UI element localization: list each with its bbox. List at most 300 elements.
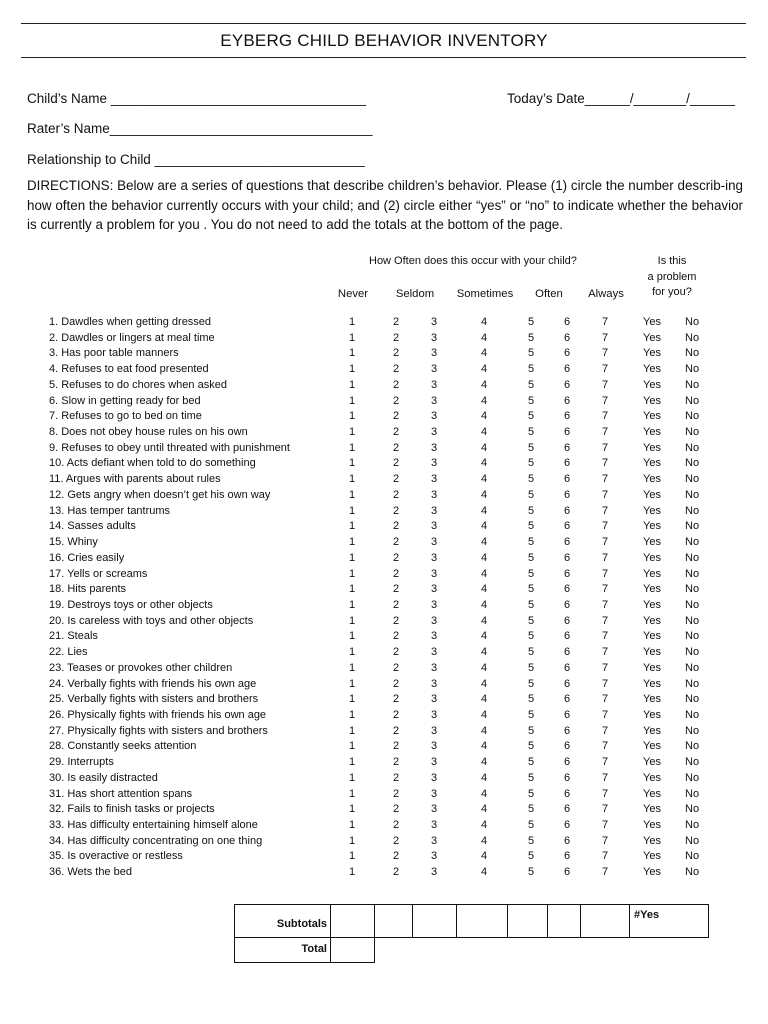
no-option[interactable]: No <box>685 347 700 360</box>
rating-option[interactable]: 5 <box>527 394 535 407</box>
no-option[interactable]: No <box>685 394 700 407</box>
rating-option[interactable]: 5 <box>527 520 535 533</box>
rating-option[interactable]: 1 <box>348 410 356 423</box>
rating-option[interactable]: 6 <box>563 426 571 439</box>
no-option[interactable]: No <box>685 850 700 863</box>
rating-option[interactable]: 7 <box>601 473 609 486</box>
rating-option[interactable]: 5 <box>527 677 535 690</box>
rating-option[interactable]: 6 <box>563 536 571 549</box>
rating-option[interactable]: 2 <box>392 803 400 816</box>
no-option[interactable]: No <box>685 583 700 596</box>
yes-option[interactable]: Yes <box>643 363 661 376</box>
rating-option[interactable]: 3 <box>430 740 438 753</box>
yes-option[interactable]: Yes <box>643 630 661 643</box>
rating-option[interactable]: 1 <box>348 614 356 627</box>
yes-option[interactable]: Yes <box>643 567 661 580</box>
rating-option[interactable]: 2 <box>392 819 400 832</box>
yes-option[interactable]: Yes <box>643 771 661 784</box>
rating-option[interactable]: 2 <box>392 866 400 879</box>
rating-option[interactable]: 7 <box>601 378 609 391</box>
no-option[interactable]: No <box>685 740 700 753</box>
rating-option[interactable]: 2 <box>392 410 400 423</box>
rating-option[interactable]: 5 <box>527 504 535 517</box>
rating-option[interactable]: 4 <box>480 614 488 627</box>
rating-option[interactable]: 2 <box>392 316 400 328</box>
rating-option[interactable]: 2 <box>392 583 400 596</box>
rating-option[interactable]: 5 <box>527 756 535 769</box>
rating-option[interactable]: 7 <box>601 536 609 549</box>
no-option[interactable]: No <box>685 316 700 328</box>
rating-option[interactable]: 1 <box>348 834 356 847</box>
rating-option[interactable]: 1 <box>348 536 356 549</box>
yes-option[interactable]: Yes <box>643 410 661 423</box>
rating-option[interactable]: 6 <box>563 567 571 580</box>
rating-option[interactable]: 5 <box>527 709 535 721</box>
rating-option[interactable]: 4 <box>480 866 488 879</box>
no-option[interactable]: No <box>685 457 700 470</box>
rating-option[interactable]: 3 <box>430 803 438 816</box>
rating-option[interactable]: 4 <box>480 488 488 501</box>
rating-option[interactable]: 2 <box>392 756 400 769</box>
rating-option[interactable]: 4 <box>480 709 488 721</box>
rating-option[interactable]: 1 <box>348 331 356 344</box>
rating-option[interactable]: 1 <box>348 551 356 564</box>
rating-option[interactable]: 7 <box>601 551 609 564</box>
yes-option[interactable]: Yes <box>643 520 661 533</box>
rating-option[interactable]: 5 <box>527 473 535 486</box>
no-option[interactable]: No <box>685 661 700 674</box>
no-option[interactable]: No <box>685 378 700 391</box>
no-option[interactable]: No <box>685 598 700 611</box>
rating-option[interactable]: 3 <box>430 646 438 659</box>
rating-option[interactable]: 2 <box>392 536 400 549</box>
rating-option[interactable]: 6 <box>563 316 571 328</box>
rating-option[interactable]: 4 <box>480 630 488 643</box>
yes-option[interactable]: Yes <box>643 646 661 659</box>
yes-option[interactable]: Yes <box>643 426 661 439</box>
rating-option[interactable]: 4 <box>480 661 488 674</box>
rating-option[interactable]: 4 <box>480 457 488 470</box>
rating-option[interactable]: 3 <box>430 426 438 439</box>
no-option[interactable]: No <box>685 819 700 832</box>
rating-option[interactable]: 3 <box>430 551 438 564</box>
rating-option[interactable]: 2 <box>392 677 400 690</box>
rating-option[interactable]: 6 <box>563 551 571 564</box>
rating-option[interactable]: 3 <box>430 488 438 501</box>
rating-option[interactable]: 2 <box>392 551 400 564</box>
rating-option[interactable]: 5 <box>527 426 535 439</box>
rating-option[interactable]: 4 <box>480 693 488 706</box>
no-option[interactable]: No <box>685 724 700 737</box>
rating-option[interactable]: 2 <box>392 457 400 470</box>
rating-option[interactable]: 3 <box>430 457 438 470</box>
rating-option[interactable]: 6 <box>563 331 571 344</box>
rating-option[interactable]: 2 <box>392 850 400 863</box>
rating-option[interactable]: 1 <box>348 756 356 769</box>
rating-option[interactable]: 2 <box>392 426 400 439</box>
rating-option[interactable]: 7 <box>601 724 609 737</box>
rating-option[interactable]: 1 <box>348 598 356 611</box>
rating-option[interactable]: 3 <box>430 709 438 721</box>
rating-option[interactable]: 4 <box>480 551 488 564</box>
rating-option[interactable]: 7 <box>601 787 609 800</box>
rating-option[interactable]: 3 <box>430 771 438 784</box>
rating-option[interactable]: 1 <box>348 630 356 643</box>
rating-option[interactable]: 4 <box>480 520 488 533</box>
rating-option[interactable]: 3 <box>430 473 438 486</box>
rating-option[interactable]: 1 <box>348 457 356 470</box>
rating-option[interactable]: 6 <box>563 394 571 407</box>
rating-option[interactable]: 7 <box>601 803 609 816</box>
rating-option[interactable]: 3 <box>430 363 438 376</box>
no-option[interactable]: No <box>685 331 700 344</box>
rating-option[interactable]: 3 <box>430 850 438 863</box>
rating-option[interactable]: 3 <box>430 567 438 580</box>
rating-option[interactable]: 1 <box>348 488 356 501</box>
rating-option[interactable]: 7 <box>601 347 609 360</box>
rating-option[interactable]: 7 <box>601 661 609 674</box>
rating-option[interactable]: 3 <box>430 724 438 737</box>
no-option[interactable]: No <box>685 410 700 423</box>
rating-option[interactable]: 6 <box>563 803 571 816</box>
rating-option[interactable]: 1 <box>348 787 356 800</box>
rating-option[interactable]: 6 <box>563 457 571 470</box>
yes-option[interactable]: Yes <box>643 614 661 627</box>
rating-option[interactable]: 5 <box>527 834 535 847</box>
rating-option[interactable]: 6 <box>563 598 571 611</box>
rating-option[interactable]: 6 <box>563 756 571 769</box>
no-option[interactable]: No <box>685 693 700 706</box>
rating-option[interactable]: 1 <box>348 740 356 753</box>
rating-option[interactable]: 3 <box>430 677 438 690</box>
yes-option[interactable]: Yes <box>643 331 661 344</box>
rating-option[interactable]: 4 <box>480 347 488 360</box>
rating-option[interactable]: 1 <box>348 677 356 690</box>
no-option[interactable]: No <box>685 536 700 549</box>
rating-option[interactable]: 4 <box>480 316 488 328</box>
rating-option[interactable]: 5 <box>527 771 535 784</box>
rating-option[interactable]: 3 <box>430 504 438 517</box>
yes-option[interactable]: Yes <box>643 347 661 360</box>
yes-option[interactable]: Yes <box>643 693 661 706</box>
rating-option[interactable]: 5 <box>527 866 535 879</box>
yes-option[interactable]: Yes <box>643 661 661 674</box>
rating-option[interactable]: 6 <box>563 850 571 863</box>
rating-option[interactable]: 1 <box>348 709 356 721</box>
rating-option[interactable]: 2 <box>392 787 400 800</box>
rating-option[interactable]: 4 <box>480 536 488 549</box>
rating-option[interactable]: 2 <box>392 661 400 674</box>
rating-option[interactable]: 6 <box>563 866 571 879</box>
no-option[interactable]: No <box>685 426 700 439</box>
rating-option[interactable]: 1 <box>348 819 356 832</box>
rating-option[interactable]: 7 <box>601 426 609 439</box>
rating-option[interactable]: 5 <box>527 410 535 423</box>
rating-option[interactable]: 7 <box>601 756 609 769</box>
no-option[interactable]: No <box>685 488 700 501</box>
no-option[interactable]: No <box>685 803 700 816</box>
rating-option[interactable]: 3 <box>430 583 438 596</box>
rating-option[interactable]: 3 <box>430 410 438 423</box>
rating-option[interactable]: 5 <box>527 630 535 643</box>
rating-option[interactable]: 4 <box>480 441 488 454</box>
rating-option[interactable]: 5 <box>527 488 535 501</box>
rating-option[interactable]: 4 <box>480 363 488 376</box>
rating-option[interactable]: 7 <box>601 819 609 832</box>
rating-option[interactable]: 7 <box>601 410 609 423</box>
rating-option[interactable]: 3 <box>430 520 438 533</box>
rating-option[interactable]: 5 <box>527 646 535 659</box>
rating-option[interactable]: 2 <box>392 567 400 580</box>
rating-option[interactable]: 6 <box>563 661 571 674</box>
rating-option[interactable]: 5 <box>527 787 535 800</box>
rating-option[interactable]: 3 <box>430 661 438 674</box>
yes-option[interactable]: Yes <box>643 598 661 611</box>
rating-option[interactable]: 4 <box>480 426 488 439</box>
no-option[interactable]: No <box>685 520 700 533</box>
rating-option[interactable]: 4 <box>480 756 488 769</box>
rating-option[interactable]: 2 <box>392 520 400 533</box>
rating-option[interactable]: 7 <box>601 693 609 706</box>
yes-option[interactable]: Yes <box>643 850 661 863</box>
rating-option[interactable]: 5 <box>527 850 535 863</box>
rating-option[interactable]: 7 <box>601 850 609 863</box>
rating-option[interactable]: 4 <box>480 819 488 832</box>
yes-option[interactable]: Yes <box>643 803 661 816</box>
no-option[interactable]: No <box>685 756 700 769</box>
rating-option[interactable]: 3 <box>430 866 438 879</box>
no-option[interactable]: No <box>685 551 700 564</box>
rating-option[interactable]: 7 <box>601 646 609 659</box>
no-option[interactable]: No <box>685 771 700 784</box>
rating-option[interactable]: 4 <box>480 740 488 753</box>
rating-option[interactable]: 6 <box>563 740 571 753</box>
rating-option[interactable]: 3 <box>430 756 438 769</box>
rating-option[interactable]: 1 <box>348 441 356 454</box>
rating-option[interactable]: 3 <box>430 316 438 328</box>
rating-option[interactable]: 2 <box>392 394 400 407</box>
rating-option[interactable]: 3 <box>430 536 438 549</box>
rating-option[interactable]: 6 <box>563 614 571 627</box>
rating-option[interactable]: 4 <box>480 504 488 517</box>
yes-option[interactable]: Yes <box>643 819 661 832</box>
rating-option[interactable]: 6 <box>563 771 571 784</box>
rating-option[interactable]: 2 <box>392 646 400 659</box>
rating-option[interactable]: 7 <box>601 457 609 470</box>
rating-option[interactable]: 7 <box>601 583 609 596</box>
yes-option[interactable]: Yes <box>643 677 661 690</box>
rating-option[interactable]: 3 <box>430 834 438 847</box>
rating-option[interactable]: 2 <box>392 630 400 643</box>
yes-option[interactable]: Yes <box>643 394 661 407</box>
rating-option[interactable]: 7 <box>601 441 609 454</box>
childs-name-field[interactable]: Child’s Name __________________________________ <box>27 91 367 106</box>
yes-option[interactable]: Yes <box>643 457 661 470</box>
rating-option[interactable]: 2 <box>392 740 400 753</box>
rating-option[interactable]: 6 <box>563 630 571 643</box>
rating-option[interactable]: 4 <box>480 803 488 816</box>
rating-option[interactable]: 2 <box>392 347 400 360</box>
relationship-field[interactable]: Relationship to Child ____________________________ <box>27 152 365 167</box>
rating-option[interactable]: 7 <box>601 866 609 879</box>
rating-option[interactable]: 1 <box>348 803 356 816</box>
yes-option[interactable]: Yes <box>643 316 661 328</box>
no-option[interactable]: No <box>685 834 700 847</box>
yes-option[interactable]: Yes <box>643 583 661 596</box>
rating-option[interactable]: 1 <box>348 363 356 376</box>
no-option[interactable]: No <box>685 504 700 517</box>
rating-option[interactable]: 2 <box>392 693 400 706</box>
rating-option[interactable]: 2 <box>392 488 400 501</box>
rating-option[interactable]: 1 <box>348 850 356 863</box>
rating-option[interactable]: 6 <box>563 410 571 423</box>
no-option[interactable]: No <box>685 473 700 486</box>
no-option[interactable]: No <box>685 709 700 721</box>
rating-option[interactable]: 6 <box>563 363 571 376</box>
rating-option[interactable]: 7 <box>601 488 609 501</box>
rating-option[interactable]: 1 <box>348 583 356 596</box>
rating-option[interactable]: 2 <box>392 724 400 737</box>
rating-option[interactable]: 4 <box>480 410 488 423</box>
rating-option[interactable]: 2 <box>392 363 400 376</box>
yes-option[interactable]: Yes <box>643 756 661 769</box>
rating-option[interactable]: 6 <box>563 646 571 659</box>
rating-option[interactable]: 4 <box>480 646 488 659</box>
rating-option[interactable]: 5 <box>527 740 535 753</box>
rating-option[interactable]: 3 <box>430 630 438 643</box>
rating-option[interactable]: 3 <box>430 331 438 344</box>
rating-option[interactable]: 2 <box>392 771 400 784</box>
rating-option[interactable]: 2 <box>392 378 400 391</box>
rating-option[interactable]: 7 <box>601 331 609 344</box>
rating-option[interactable]: 4 <box>480 850 488 863</box>
rating-option[interactable]: 6 <box>563 724 571 737</box>
yes-option[interactable]: Yes <box>643 551 661 564</box>
no-option[interactable]: No <box>685 567 700 580</box>
yes-option[interactable]: Yes <box>643 834 661 847</box>
rating-option[interactable]: 6 <box>563 347 571 360</box>
yes-option[interactable]: Yes <box>643 504 661 517</box>
rating-option[interactable]: 4 <box>480 378 488 391</box>
rating-option[interactable]: 5 <box>527 819 535 832</box>
rating-option[interactable]: 5 <box>527 598 535 611</box>
rating-option[interactable]: 7 <box>601 504 609 517</box>
rating-option[interactable]: 6 <box>563 504 571 517</box>
rating-option[interactable]: 4 <box>480 567 488 580</box>
rating-option[interactable]: 4 <box>480 598 488 611</box>
rating-option[interactable]: 5 <box>527 316 535 328</box>
rating-option[interactable]: 5 <box>527 441 535 454</box>
rating-option[interactable]: 2 <box>392 331 400 344</box>
rating-option[interactable]: 4 <box>480 583 488 596</box>
rating-option[interactable]: 1 <box>348 394 356 407</box>
rating-option[interactable]: 4 <box>480 394 488 407</box>
rating-option[interactable]: 4 <box>480 473 488 486</box>
rating-option[interactable]: 5 <box>527 583 535 596</box>
rating-option[interactable]: 5 <box>527 661 535 674</box>
rating-option[interactable]: 6 <box>563 677 571 690</box>
no-option[interactable]: No <box>685 441 700 454</box>
rating-option[interactable]: 6 <box>563 787 571 800</box>
rating-option[interactable]: 3 <box>430 787 438 800</box>
rating-option[interactable]: 5 <box>527 803 535 816</box>
rating-option[interactable]: 1 <box>348 724 356 737</box>
rating-option[interactable]: 6 <box>563 693 571 706</box>
rating-option[interactable]: 7 <box>601 394 609 407</box>
yes-option[interactable]: Yes <box>643 740 661 753</box>
rating-option[interactable]: 1 <box>348 661 356 674</box>
rating-option[interactable]: 1 <box>348 520 356 533</box>
rating-option[interactable]: 7 <box>601 520 609 533</box>
rating-option[interactable]: 7 <box>601 677 609 690</box>
rating-option[interactable]: 2 <box>392 504 400 517</box>
rating-option[interactable]: 6 <box>563 441 571 454</box>
yes-option[interactable]: Yes <box>643 536 661 549</box>
rating-option[interactable]: 4 <box>480 787 488 800</box>
rating-option[interactable]: 7 <box>601 567 609 580</box>
rating-option[interactable]: 7 <box>601 630 609 643</box>
no-option[interactable]: No <box>685 363 700 376</box>
yes-option[interactable]: Yes <box>643 709 661 721</box>
rating-option[interactable]: 1 <box>348 693 356 706</box>
rating-option[interactable]: 5 <box>527 536 535 549</box>
rating-option[interactable]: 4 <box>480 331 488 344</box>
rating-option[interactable]: 1 <box>348 316 356 328</box>
rating-option[interactable]: 1 <box>348 473 356 486</box>
no-option[interactable]: No <box>685 866 700 879</box>
rating-option[interactable]: 5 <box>527 331 535 344</box>
rating-option[interactable]: 6 <box>563 520 571 533</box>
yes-option[interactable]: Yes <box>643 441 661 454</box>
rating-option[interactable]: 3 <box>430 693 438 706</box>
no-option[interactable]: No <box>685 614 700 627</box>
rating-option[interactable]: 3 <box>430 347 438 360</box>
rating-option[interactable]: 7 <box>601 316 609 328</box>
rating-option[interactable]: 3 <box>430 614 438 627</box>
rating-option[interactable]: 4 <box>480 834 488 847</box>
rating-option[interactable]: 6 <box>563 473 571 486</box>
no-option[interactable]: No <box>685 630 700 643</box>
rating-option[interactable]: 5 <box>527 551 535 564</box>
rating-option[interactable]: 5 <box>527 567 535 580</box>
rating-option[interactable]: 5 <box>527 724 535 737</box>
rating-option[interactable]: 1 <box>348 426 356 439</box>
rating-option[interactable]: 3 <box>430 394 438 407</box>
rating-option[interactable]: 6 <box>563 709 571 721</box>
yes-option[interactable]: Yes <box>643 787 661 800</box>
rating-option[interactable]: 4 <box>480 771 488 784</box>
rating-option[interactable]: 6 <box>563 488 571 501</box>
yes-option[interactable]: Yes <box>643 724 661 737</box>
rating-option[interactable]: 1 <box>348 504 356 517</box>
no-option[interactable]: No <box>685 646 700 659</box>
rating-option[interactable]: 7 <box>601 771 609 784</box>
rating-option[interactable]: 7 <box>601 598 609 611</box>
rating-option[interactable]: 1 <box>348 771 356 784</box>
rating-option[interactable]: 4 <box>480 724 488 737</box>
rating-option[interactable]: 5 <box>527 693 535 706</box>
rating-option[interactable]: 7 <box>601 363 609 376</box>
rating-option[interactable]: 5 <box>527 363 535 376</box>
rating-option[interactable]: 7 <box>601 740 609 753</box>
rating-option[interactable]: 7 <box>601 834 609 847</box>
yes-option[interactable]: Yes <box>643 488 661 501</box>
rating-option[interactable]: 1 <box>348 347 356 360</box>
rating-option[interactable]: 6 <box>563 834 571 847</box>
rating-option[interactable]: 5 <box>527 347 535 360</box>
yes-option[interactable]: Yes <box>643 866 661 879</box>
rating-option[interactable]: 3 <box>430 598 438 611</box>
